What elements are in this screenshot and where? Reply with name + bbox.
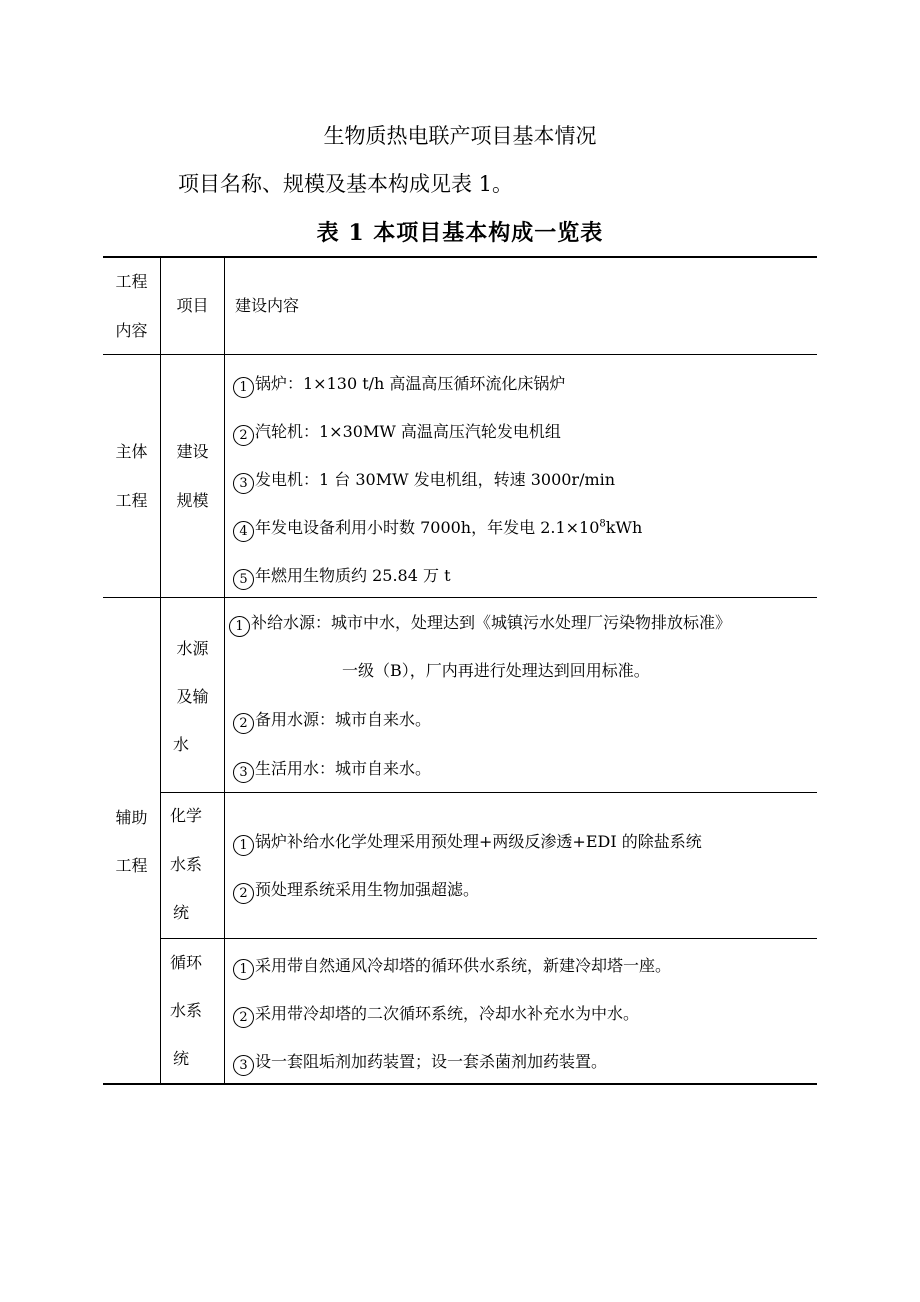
item-circ-line3: 统 (172, 1049, 189, 1068)
circled-number: 1 (229, 616, 250, 637)
item-circ-line2: 水系 (169, 1001, 202, 1020)
document-title: 生物质热电联产项目基本情况 (323, 124, 597, 148)
circled-number: 3 (233, 473, 254, 494)
circled-number: 5 (233, 569, 254, 590)
content-line: 2 采用带冷却塔的二次循环系统，冷却水补充水为中水。 (233, 1001, 639, 1028)
circled-number: 3 (233, 762, 254, 783)
item-water-line2: 及输 (176, 687, 209, 706)
content-line: 2 汽轮机：1×30MW 高温高压汽轮发电机组 (233, 419, 561, 446)
header-col2: 项目 (176, 296, 209, 315)
circled-number: 3 (233, 1055, 254, 1076)
circled-number: 1 (233, 835, 254, 856)
content-line: 1 锅炉补给水化学处理采用预处理+两级反渗透+EDI 的除盐系统 (233, 829, 702, 856)
intro-paragraph: 项目名称、规模及基本构成见表 1。 (178, 172, 514, 196)
table-bottom-border (103, 1083, 817, 1085)
content-line: 2 备用水源：城市自来水。 (233, 707, 431, 734)
circled-number: 4 (233, 521, 254, 542)
category-aux-line1: 辅助 (115, 808, 148, 827)
item-water-line1: 水源 (176, 639, 209, 658)
item-water-line3: 水 (172, 735, 189, 754)
item-chem-line3: 统 (172, 903, 189, 922)
item-scale-line1: 建设 (176, 442, 209, 461)
row-divider (103, 354, 817, 355)
row-divider (160, 938, 817, 939)
category-main-line1: 主体 (115, 442, 148, 461)
composition-table (103, 256, 817, 1085)
circled-number: 2 (233, 425, 254, 446)
item-chem-line1: 化学 (169, 806, 202, 825)
header-col3: 建设内容 (235, 296, 300, 315)
table-top-border (103, 256, 817, 258)
column-divider (224, 256, 225, 1085)
category-main-line2: 工程 (115, 491, 148, 510)
circled-number: 2 (233, 1007, 254, 1028)
content-line: 5 年燃用生物质约 25.84 万 t (233, 563, 451, 590)
content-line: 2 预处理系统采用生物加强超滤。 (233, 877, 479, 904)
content-line-continuation: 一级（B），厂内再进行处理达到回用标准。 (342, 661, 650, 680)
content-line: 1 补给水源：城市中水，处理达到《城镇污水处理厂污染物排放标准》 (229, 610, 731, 637)
header-col1-line2: 内容 (115, 321, 148, 340)
item-scale-line2: 规模 (176, 491, 209, 510)
header-col1-line1: 工程 (115, 272, 148, 291)
item-circ-line1: 循环 (169, 953, 202, 972)
content-line: 3 发电机：1 台 30MW 发电机组，转速 3000r/min (233, 467, 615, 494)
content-line: 3 设一套阻垢剂加药装置；设一套杀菌剂加药装置。 (233, 1049, 607, 1076)
circled-number: 2 (233, 883, 254, 904)
row-divider (103, 597, 817, 598)
content-line: 3 生活用水：城市自来水。 (233, 756, 431, 783)
table-caption: 表 1 本项目基本构成一览表 (316, 220, 604, 246)
row-divider (160, 792, 817, 793)
circled-number: 2 (233, 713, 254, 734)
content-line: 1 采用带自然通风冷却塔的循环供水系统，新建冷却塔一座。 (233, 953, 671, 980)
content-line: 1 锅炉：1×130 t/h 高温高压循环流化床锅炉 (233, 371, 565, 398)
circled-number: 1 (233, 377, 254, 398)
circled-number: 1 (233, 959, 254, 980)
content-line: 4 年发电设备利用小时数 7000h，年发电 $2.1\times 10^8kWh$ (233, 515, 642, 542)
category-aux-line2: 工程 (115, 856, 148, 875)
item-chem-line2: 水系 (169, 855, 202, 874)
